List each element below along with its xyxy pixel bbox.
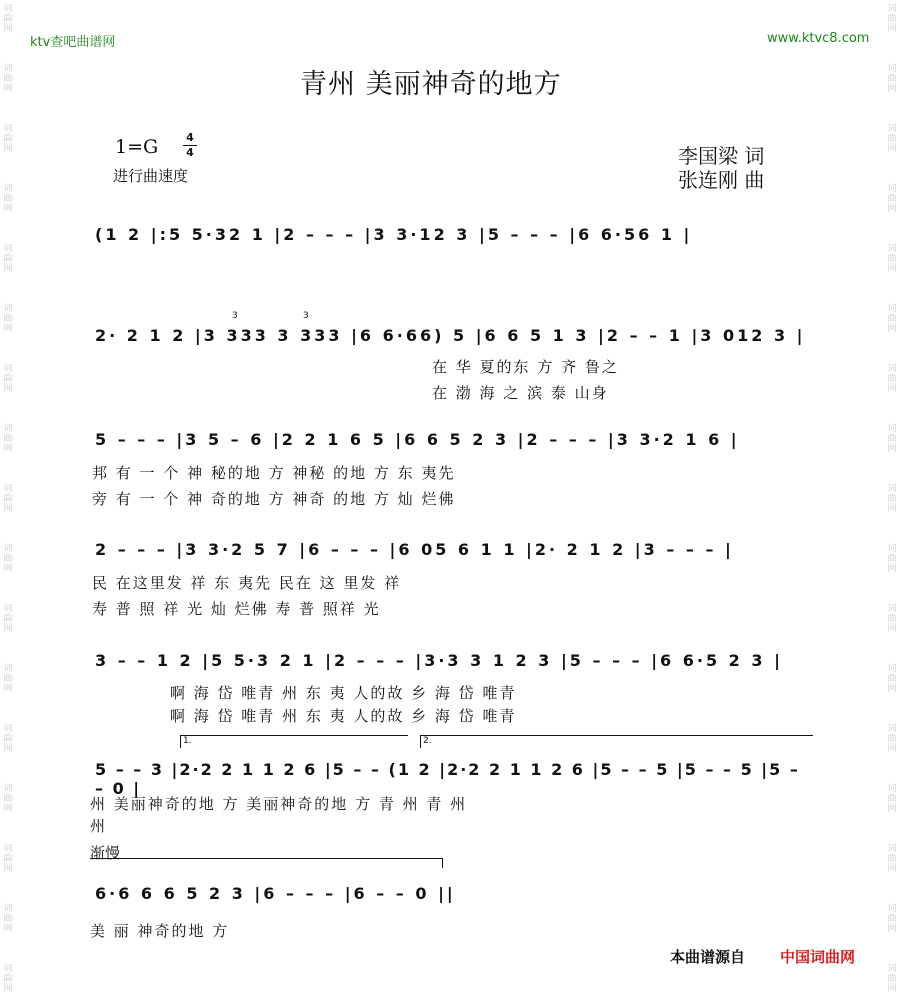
- notation-line: 2· 2 1 2 |3 333 3 333 |6 6·66) 5 |6 6 5 1 3 |2 – – 1 |3 012 3 |: [95, 326, 806, 345]
- watermark-text: 词曲网: [3, 64, 13, 94]
- watermark-text: 词曲网: [3, 424, 13, 454]
- watermark-text: 词曲网: [3, 4, 13, 34]
- watermark-text: 词曲网: [887, 844, 897, 874]
- second-ending-bracket: [420, 735, 813, 748]
- notation-line: 2 – – – |3 3·2 5 7 |6 – – – |6 05 6 1 1 |2· 2 1 2 |3 – – – |: [95, 540, 734, 559]
- watermark-text: 词曲网: [3, 604, 13, 634]
- site-url-right[interactable]: www.ktvc8.com: [767, 31, 870, 46]
- notation-line: 5 – – 3 |2·2 2 1 1 2 6 |5 – – (1 2 |2·2 2 1 1 2 6 |5 – – 5 |5 – – 5 |5 – – 0 |: [95, 760, 800, 798]
- watermark-text: 词曲网: [887, 184, 897, 214]
- notation-line: 5 – – – |3 5 – 6 |2 2 1 6 5 |6 6 5 2 3 |2 – – – |3 3·2 1 6 |: [95, 430, 740, 449]
- ritardando-marking: 渐慢: [90, 844, 121, 862]
- watermark-text: 词曲网: [3, 124, 13, 154]
- watermark-text: 词曲网: [887, 4, 897, 34]
- watermark-text: 词曲网: [3, 544, 13, 574]
- left-watermark-strip: [0, 0, 18, 994]
- lyrics-verse-1: 在 华 夏的东 方 齐 鲁之: [432, 358, 619, 376]
- triplet-mark: 3: [232, 311, 238, 321]
- watermark-text: 词曲网: [887, 304, 897, 334]
- right-watermark-strip: [884, 0, 902, 994]
- lyrics-verse-2: 在 渤 海 之 滨 泰 山身: [432, 384, 609, 402]
- watermark-text: 词曲网: [887, 904, 897, 934]
- score-row-1: [95, 225, 807, 265]
- watermark-text: 词曲网: [3, 784, 13, 814]
- ritardando-end: [442, 858, 443, 868]
- lyricist-credit: 李国梁 词: [678, 144, 765, 168]
- watermark-text: 词曲网: [887, 364, 897, 394]
- lyrics-verse-1: 州 美丽神奇的地 方 美丽神奇的地 方 青 州 青 州: [90, 795, 468, 813]
- watermark-text: 词曲网: [3, 964, 13, 994]
- watermark-text: 词曲网: [887, 124, 897, 154]
- volta-1-label: 1.: [183, 736, 192, 746]
- lyrics-verse-2: 啊 海 岱 唯青 州 东 夷 人的故 乡 海 岱 唯青: [170, 707, 517, 725]
- lyrics-verse-2: 州: [90, 817, 108, 835]
- score-row-7: [95, 884, 475, 924]
- source-site-link[interactable]: 中国词曲网: [780, 948, 856, 966]
- watermark-text: 词曲网: [3, 364, 13, 394]
- lyrics-verse-1: 民 在这里发 祥 东 夷先 民在 这 里发 祥: [92, 574, 402, 592]
- lyrics-verse-2: 旁 有 一 个 神 奇的地 方 神奇 的地 方 灿 烂佛: [92, 490, 456, 508]
- notation-line: (1 2 |:5 5·32 1 |2 – – – |3 3·12 3 |5 – – – |6 6·56 1 |: [95, 225, 693, 244]
- watermark-text: 词曲网: [887, 964, 897, 994]
- watermark-text: 词曲网: [887, 544, 897, 574]
- notation-line: 3 – – 1 2 |5 5·3 2 1 |2 – – – |3·3 3 1 2 3 |5 – – – |6 6·5 2 3 |: [95, 651, 783, 670]
- composer-credit: 张连刚 曲: [678, 168, 765, 192]
- lyrics-verse-1: 邦 有 一 个 神 秘的地 方 神秘 的地 方 东 夷先: [92, 464, 456, 482]
- watermark-text: 词曲网: [3, 304, 13, 334]
- watermark-text: 词曲网: [887, 724, 897, 754]
- lyrics-verse-1: 啊 海 岱 唯青 州 东 夷 人的故 乡 海 岱 唯青: [170, 684, 517, 702]
- watermark-text: 词曲网: [887, 424, 897, 454]
- first-ending-bracket: [180, 735, 408, 748]
- time-bottom: 4: [186, 146, 194, 159]
- watermark-text: 词曲网: [887, 64, 897, 94]
- tempo-marking: 进行曲速度: [113, 167, 189, 185]
- notation-line: 6·6 6 6 5 2 3 |6 – – – |6 – – 0 ||: [95, 884, 456, 903]
- site-logo-left[interactable]: ktv查吧曲谱网: [30, 35, 116, 50]
- triplet-mark: 3: [303, 311, 309, 321]
- lyrics-verse-1: 美 丽 神奇的地 方: [90, 922, 230, 940]
- watermark-text: 词曲网: [887, 244, 897, 274]
- watermark-text: 词曲网: [3, 244, 13, 274]
- source-label: 本曲谱源自: [670, 948, 746, 966]
- key-signature: 1=G: [115, 136, 159, 158]
- watermark-text: 词曲网: [3, 484, 13, 514]
- watermark-text: 词曲网: [3, 184, 13, 214]
- volta-2-label: 2.: [423, 736, 432, 746]
- lyrics-verse-2: 寿 普 照 祥 光 灿 烂佛 寿 普 照祥 光: [92, 600, 381, 618]
- watermark-text: 词曲网: [3, 724, 13, 754]
- time-top: 4: [186, 131, 194, 144]
- time-signature: [183, 132, 197, 159]
- watermark-text: 词曲网: [887, 784, 897, 814]
- watermark-text: 词曲网: [3, 904, 13, 934]
- watermark-text: 词曲网: [3, 664, 13, 694]
- watermark-text: 词曲网: [887, 484, 897, 514]
- watermark-text: 词曲网: [887, 604, 897, 634]
- song-title: 青州 美丽神奇的地方: [300, 69, 562, 100]
- watermark-text: 词曲网: [887, 664, 897, 694]
- watermark-text: 词曲网: [3, 844, 13, 874]
- ritardando-line: [90, 858, 442, 859]
